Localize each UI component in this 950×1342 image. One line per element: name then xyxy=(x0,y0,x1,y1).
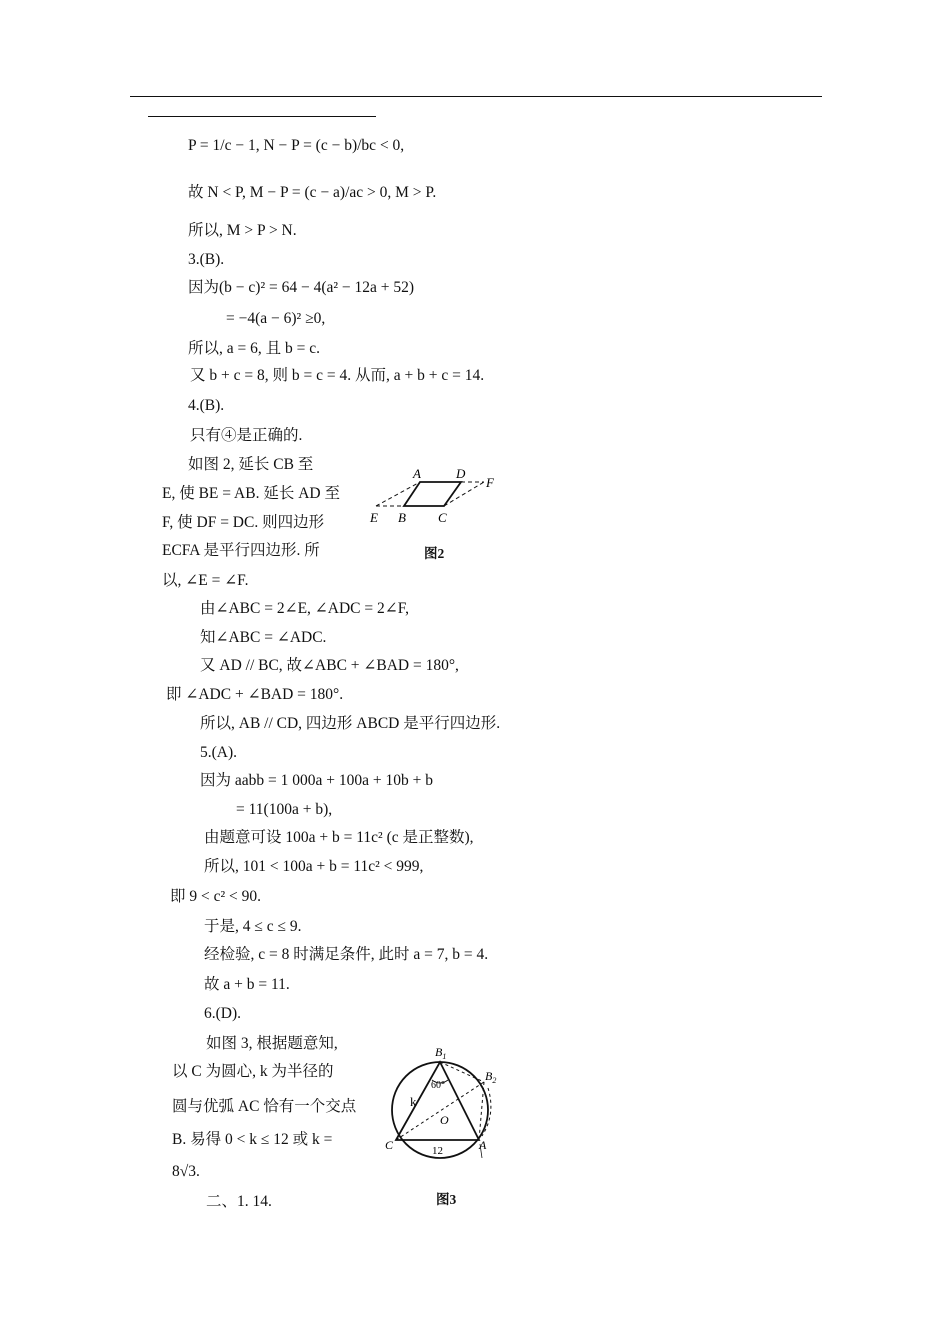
label-b: B xyxy=(398,510,406,525)
label-e: E xyxy=(370,510,378,525)
text-line: 又 b + c = 8, 则 b = c = 4. 从而, a + b + c = 14. xyxy=(190,367,485,384)
figure-3-caption: 图3 xyxy=(436,1192,457,1207)
text-line: 于是, 4 ≤ c ≤ 9. xyxy=(204,918,302,935)
text-line: 3.(B). xyxy=(188,251,225,268)
text-line: 以, ∠E = ∠F. xyxy=(162,572,249,589)
figure-3-circle xyxy=(372,1036,502,1176)
text-line: 所以, a = 6, 且 b = c. xyxy=(188,340,320,357)
text-line: 圆与优弧 AC 恰有一个交点 xyxy=(172,1098,357,1115)
label-b2: $B_2$ xyxy=(485,1069,497,1085)
circle-o xyxy=(392,1062,488,1158)
label-f: F xyxy=(486,475,494,490)
dashed-line-cf xyxy=(444,482,484,506)
text-line: 5.(A). xyxy=(200,744,238,761)
label-k: k xyxy=(410,1094,417,1109)
text-line: E, 使 BE = AB. 延长 AD 至 xyxy=(162,485,340,502)
text-line: 如图 2, 延长 CB 至 xyxy=(188,456,314,473)
label-o: O xyxy=(440,1113,449,1127)
text-line: 所以, M > P > N. xyxy=(188,222,297,239)
label-b1: $B_1$ xyxy=(435,1045,447,1061)
text-line: 故 a + b = 11. xyxy=(204,976,290,993)
text-line: 以 C 为圆心, k 为半径的 xyxy=(172,1063,334,1080)
text-line: 只有④是正确的. xyxy=(190,427,303,444)
text-line: = −4(a − 6)² ≥0, xyxy=(226,310,326,327)
label-angle: 60° xyxy=(431,1080,445,1091)
text-line: 二、1. 14. xyxy=(206,1193,272,1210)
text-line: 如图 3, 根据题意知, xyxy=(206,1035,338,1052)
text-line: 知∠ABC = ∠ADC. xyxy=(200,629,327,646)
label-a: A xyxy=(413,466,421,481)
text-line: 所以, AB // CD, 四边形 ABCD 是平行四边形. xyxy=(200,715,501,732)
text-line: 因为(b − c)² = 64 − 4(a² − 12a + 52) xyxy=(188,279,415,296)
section-rule xyxy=(148,116,376,117)
text-line: 由∠ABC = 2∠E, ∠ADC = 2∠F, xyxy=(200,600,410,617)
text-line: 所以, 101 < 100a + b = 11c² < 999, xyxy=(204,858,424,875)
text-line: 由题意可设 100a + b = 11c² (c 是正整数), xyxy=(204,829,474,846)
text-line: 即 9 < c² < 90. xyxy=(170,888,262,905)
label-a: A xyxy=(479,1138,487,1152)
figure-2-parallelogram xyxy=(360,462,500,530)
dashed-line-ea xyxy=(376,482,420,506)
text-line: 经检验, c = 8 时满足条件, 此时 a = 7, b = 4. xyxy=(204,946,489,963)
header-rule xyxy=(130,96,822,97)
figure-2-caption: 图2 xyxy=(424,546,445,561)
label-base-length: 12 xyxy=(432,1145,443,1157)
text-line: B. 易得 0 < k ≤ 12 或 k = xyxy=(172,1131,333,1148)
text-line: 即 ∠ADC + ∠BAD = 180°. xyxy=(166,686,344,703)
text-line: = 11(100a + b), xyxy=(236,801,333,818)
label-c: C xyxy=(385,1138,394,1152)
parallelogram-abcd xyxy=(404,482,461,506)
text-line: 因为 aabb = 1 000a + 100a + 10b + b xyxy=(200,772,433,789)
text-line: F, 使 DF = DC. 则四边形 xyxy=(162,514,325,531)
label-c: C xyxy=(438,510,447,525)
text-line: 又 AD // BC, 故∠ABC + ∠BAD = 180°, xyxy=(200,657,459,674)
text-line: ECFA 是平行四边形. 所 xyxy=(162,542,320,559)
text-line: 故 N < P, M − P = (c − a)/ac > 0, M > P. xyxy=(188,184,437,201)
text-line: P = 1/c − 1, N − P = (c − b)/bc < 0, xyxy=(188,137,405,154)
text-line: 8√3. xyxy=(172,1163,200,1180)
text-line: 4.(B). xyxy=(188,397,225,414)
label-d: D xyxy=(456,466,466,481)
text-line: 6.(D). xyxy=(204,1005,242,1022)
